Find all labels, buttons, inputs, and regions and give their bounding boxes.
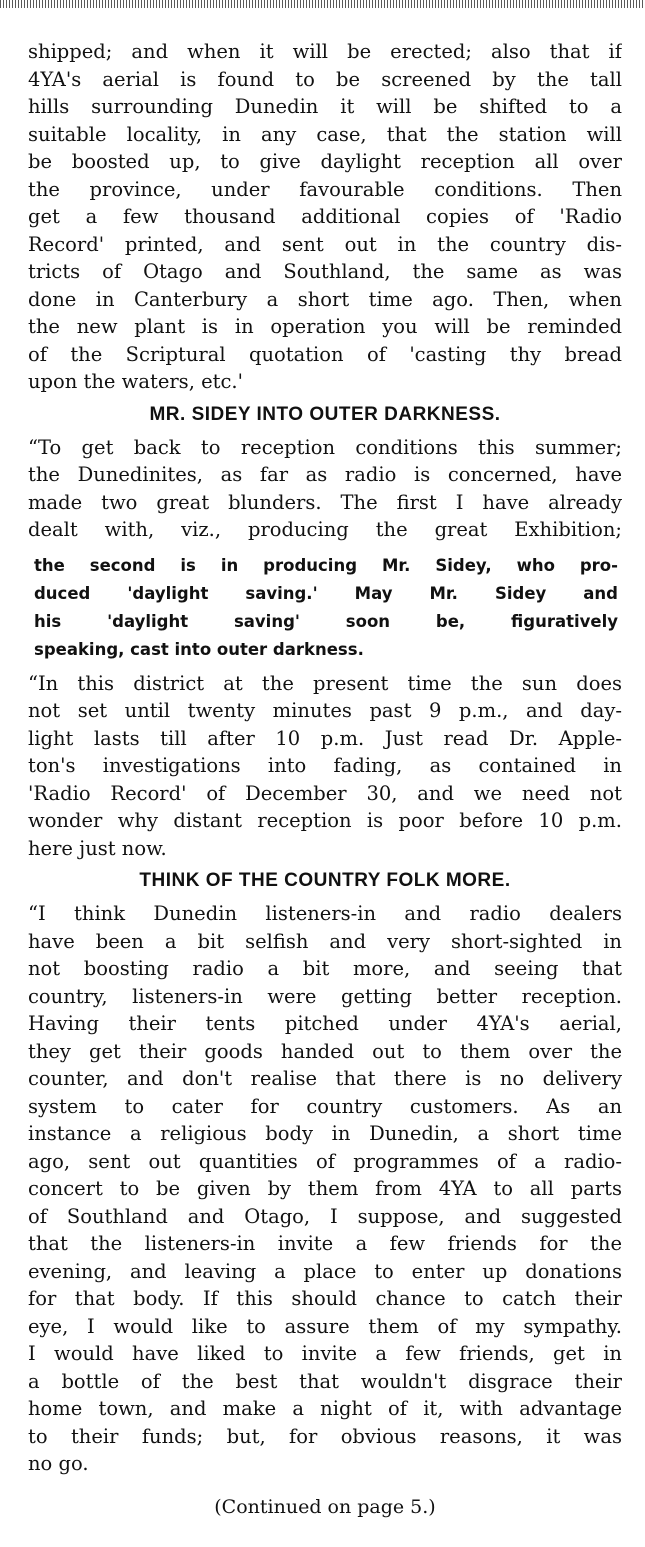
- text-line: have been a bit selfish and very short-sighted in: [28, 929, 622, 953]
- text-line: of the Scriptural quotation of 'casting thy bread: [28, 342, 622, 366]
- paragraph-4: [28, 900, 622, 1478]
- text-line: “To get back to reception conditions this summer;: [28, 435, 622, 459]
- text-line: wonder why distant reception is poor before 10 p.m.: [28, 809, 622, 832]
- text-line: evening, and leaving a place to enter up donations: [28, 1259, 622, 1283]
- text-line: counter, and don't realise that there is no delivery: [28, 1067, 622, 1090]
- text-line: Record' printed, and sent out in the country dis-: [28, 232, 622, 256]
- bold-text-line: speaking, cast into outer darkness.: [34, 639, 364, 659]
- text-line: upon the waters, etc.': [28, 370, 243, 393]
- text-line: “I think Dunedin listeners-in and radio dealers: [28, 902, 622, 925]
- text-line: not set until twenty minutes past 9 p.m., and day-: [28, 699, 622, 722]
- text-line: for that body. If this should chance to catch their: [28, 1287, 622, 1310]
- text-line: system to cater for country customers. As an: [28, 1094, 622, 1118]
- bold-text-line: the second is in producing Mr. Sidey, who pro-: [34, 555, 618, 575]
- text-line: ton's investigations into fading, as contained in: [28, 754, 622, 777]
- text-line: 'Radio Record' of December 30, and we need not: [28, 781, 622, 805]
- text-line: I would have liked to invite a few friends, get in: [28, 1342, 622, 1365]
- text-line: suitable locality, in any case, that the station will: [28, 122, 622, 146]
- text-line: Having their tents pitched under 4YA's aerial,: [28, 1012, 622, 1035]
- text-line: no go.: [28, 1452, 89, 1475]
- bold-text-line: duced 'daylight saving.' May Mr. Sidey and: [34, 583, 618, 603]
- text-line: of Southland and Otago, I suppose, and suggested: [28, 1204, 622, 1228]
- bold-paragraph: [34, 552, 618, 664]
- text-line: not boosting radio a bit more, and seeing that: [28, 957, 622, 980]
- text-line: here just now.: [28, 836, 167, 860]
- paragraph-3: [28, 670, 622, 863]
- text-line: instance a religious body in Dunedin, a short time: [28, 1122, 622, 1145]
- text-line: hills surrounding Dunedin it will be shifted to a: [28, 95, 622, 118]
- text-line: get a few thousand additional copies of 'Radio: [28, 205, 622, 228]
- text-line: shipped; and when it will be erected; also that if: [28, 40, 622, 63]
- text-line: country, listeners-in were getting better reception.: [28, 984, 622, 1008]
- text-line: a bottle of the best that wouldn't disgrace their: [28, 1369, 622, 1393]
- text-line: dealt with, viz., producing the great Exhibition;: [28, 518, 622, 541]
- text-line: that the listeners-in invite a few friends for the: [28, 1232, 622, 1255]
- section-heading-sidey: MR. SIDEY INTO OUTER DARKNESS.: [149, 403, 501, 425]
- text-line: to their funds; but, for obvious reasons, it was: [28, 1424, 622, 1448]
- article-column: [28, 38, 622, 1522]
- text-line: eye, I would like to assure them of my sympathy.: [28, 1314, 622, 1338]
- text-line: concert to be given by them from 4YA to all parts: [28, 1177, 622, 1200]
- text-line: the province, under favourable conditions. Then: [28, 177, 622, 201]
- text-line: home town, and make a night of it, with advantage: [28, 1397, 622, 1420]
- text-line: they get their goods handed out to them over the: [28, 1039, 622, 1063]
- text-line: “In this district at the present time the sun does: [28, 671, 622, 695]
- text-line: light lasts till after 10 p.m. Just read Dr. Apple-: [28, 726, 622, 750]
- text-line: the Dunedinites, as far as radio is concerned, have: [28, 463, 622, 486]
- text-line: done in Canterbury a short time ago. Then, when: [28, 287, 622, 311]
- paragraph-2: [28, 434, 622, 544]
- text-line: be boosted up, to give daylight reception all over: [28, 150, 622, 173]
- top-border-rule: [0, 0, 645, 8]
- text-line: the new plant is in operation you will be reminded: [28, 315, 622, 338]
- text-line: tricts of Otago and Southland, the same as was: [28, 260, 622, 283]
- text-line: 4YA's aerial is found to be screened by the tall: [28, 67, 622, 91]
- paragraph-1: [28, 38, 622, 396]
- text-line: ago, sent out quantities of programmes of a radio-: [28, 1149, 622, 1173]
- bold-text-line: his 'daylight saving' soon be, figuratively: [34, 611, 618, 631]
- continued-note: (Continued on page 5.): [214, 1495, 436, 1518]
- text-line: made two great blunders. The first I have already: [28, 490, 622, 514]
- section-heading-country-folk: THINK OF THE COUNTRY FOLK MORE.: [139, 870, 511, 891]
